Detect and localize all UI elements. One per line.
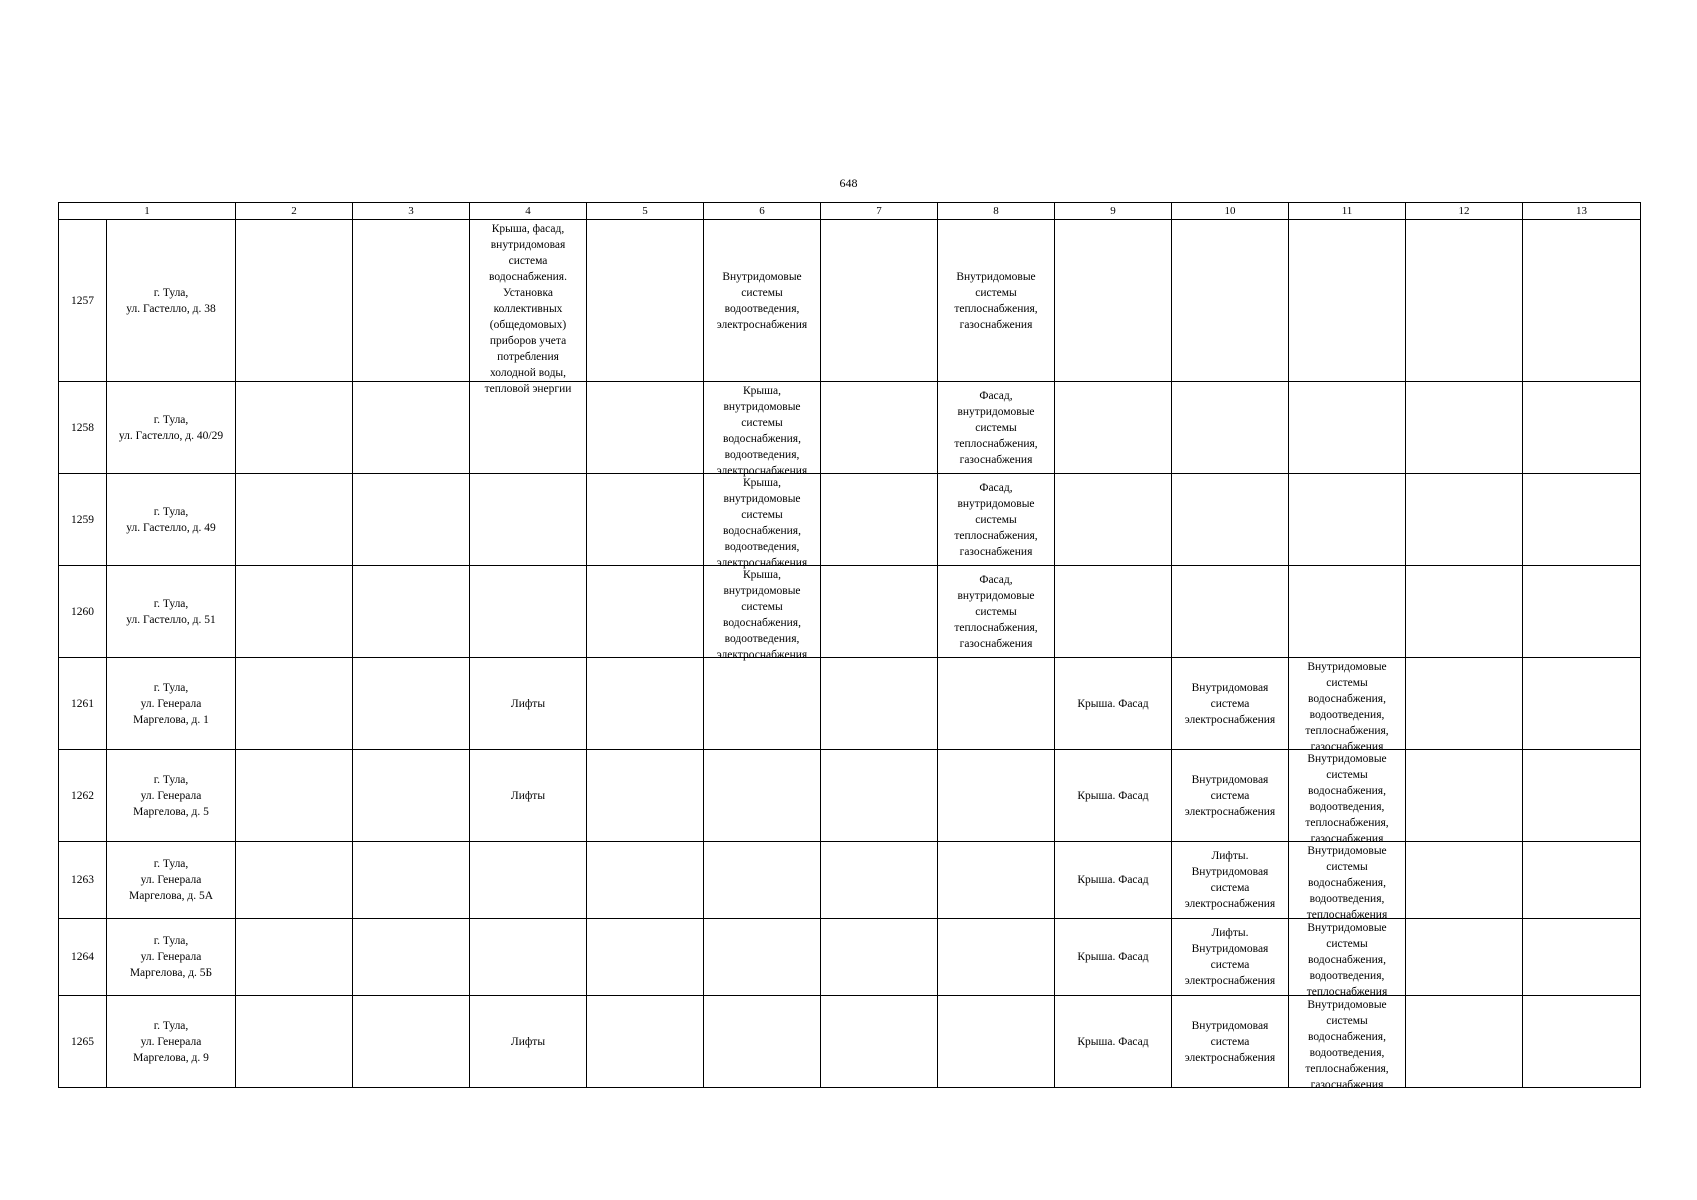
column-header-7: 7: [821, 203, 938, 220]
row-number-cell: [59, 842, 107, 919]
table-row: [59, 658, 1641, 750]
cell-col-4: [470, 919, 587, 996]
cell-col-9: [1055, 382, 1172, 474]
cell-col-13: [1523, 919, 1641, 996]
cell-col-12: [1406, 842, 1523, 919]
address-cell: [107, 842, 236, 919]
cell-text: Крыша, внутридомовые системы водоснабжения, водоотведения, электроснабжения: [716, 476, 808, 569]
address-text: г. Тула, ул. Генерала Маргелова, д. 5Б: [129, 935, 213, 979]
cell-text: Лифты: [510, 1035, 546, 1048]
cell-col-13: [1523, 658, 1641, 750]
cell-col-12: [1406, 220, 1523, 382]
cell-col-5: [587, 220, 704, 382]
table-row: [59, 996, 1641, 1088]
table-row: [59, 566, 1641, 658]
cell-col-12: [1406, 382, 1523, 474]
cell-col-7: [821, 220, 938, 382]
cell-col-11: [1289, 996, 1406, 1091]
cell-text: Крыша, внутридомовые системы водоснабжения, водоотведения, электроснабжения: [716, 384, 808, 477]
cell-col-8: [938, 996, 1055, 1088]
cell-text: Крыша. Фасад: [1077, 1035, 1149, 1048]
cell-col-10: [1172, 474, 1289, 566]
cell-col-8: [938, 919, 1055, 996]
cell-text: Внутридомовые системы водоотведения, электроснабжения: [716, 270, 808, 331]
cell-col-4: [470, 474, 587, 566]
address-cell: [107, 474, 236, 566]
row-number-cell: [59, 220, 107, 382]
cell-col-6: [704, 566, 821, 661]
cell-col-11: [1289, 566, 1406, 658]
cell-text: Внутридомовые системы водоснабжения, водоотведения, теплоснабжения: [1306, 921, 1388, 998]
address-text: г. Тула, ул. Гастелло, д. 40/29: [118, 413, 224, 442]
cell-col-8: [938, 750, 1055, 842]
cell-col-3: [353, 996, 470, 1088]
row-number: 1257: [71, 294, 94, 307]
cell-text: Фасад, внутридомовые системы теплоснабжения, газоснабжения: [954, 573, 1038, 650]
row-number: 1259: [71, 513, 94, 526]
cell-text: Фасад, внутридомовые системы теплоснабжения, газоснабжения: [954, 481, 1038, 558]
cell-col-5: [587, 658, 704, 750]
table-row: [59, 919, 1641, 996]
cell-col-12: [1406, 996, 1523, 1088]
cell-col-4: [470, 842, 587, 919]
cell-col-6: [704, 474, 821, 569]
cell-col-5: [587, 474, 704, 566]
cell-col-12: [1406, 658, 1523, 750]
cell-col-5: [587, 842, 704, 919]
cell-col-2: [236, 750, 353, 842]
column-header-11: 11: [1289, 203, 1406, 220]
cell-col-11: [1289, 919, 1406, 996]
cell-text: Лифты: [510, 789, 546, 802]
cell-text: Лифты. Внутридомовая система электроснабжения: [1184, 927, 1276, 987]
cell-col-6: [704, 750, 821, 842]
cell-col-2: [236, 996, 353, 1088]
address-text: г. Тула, ул. Генерала Маргелова, д. 5А: [128, 858, 214, 902]
cell-col-13: [1523, 474, 1641, 566]
address-text: г. Тула, ул. Гастелло, д. 51: [126, 597, 216, 626]
cell-col-11: [1289, 750, 1406, 845]
cell-col-3: [353, 842, 470, 919]
cell-col-13: [1523, 842, 1641, 919]
cell-col-9: [1055, 919, 1172, 996]
cell-col-5: [587, 996, 704, 1088]
column-header-12: 12: [1406, 203, 1523, 220]
cell-text: Лифты: [510, 697, 546, 710]
cell-col-11: [1289, 382, 1406, 474]
cell-col-6: [704, 919, 821, 996]
column-header-4: 4: [470, 203, 587, 220]
cell-col-10: [1172, 382, 1289, 474]
cell-col-11: [1289, 474, 1406, 566]
cell-col-10: [1172, 842, 1289, 919]
column-header-13: 13: [1523, 203, 1641, 220]
cell-text: Крыша. Фасад: [1077, 697, 1149, 710]
address-text: г. Тула, ул. Генерала Маргелова, д. 1: [133, 681, 209, 726]
cell-col-3: [353, 658, 470, 750]
capital-repair-table: [58, 202, 1641, 1091]
cell-col-6: [704, 220, 821, 382]
cell-col-9: [1055, 658, 1172, 750]
cell-col-10: [1172, 658, 1289, 750]
row-number: 1263: [71, 874, 94, 886]
cell-text: Крыша, фасад, внутридомовая система водоснабжения. Установка коллективных (общедомовых) приборов учета потребления холодной воды, тепловой энергии: [484, 222, 572, 395]
address-text: г. Тула, ул. Генерала Маргелова, д. 9: [133, 1019, 209, 1064]
row-number-cell: [59, 750, 107, 842]
cell-col-5: [587, 566, 704, 658]
cell-col-3: [353, 220, 470, 382]
cell-col-13: [1523, 996, 1641, 1088]
cell-col-10: [1172, 750, 1289, 842]
cell-text: Внутридомовые системы водоснабжения, водоотведения, теплоснабжения: [1306, 844, 1388, 921]
cell-col-8: [938, 220, 1055, 382]
cell-col-7: [821, 842, 938, 919]
row-number: 1262: [71, 789, 94, 802]
address-text: г. Тула, ул. Гастелло, д. 38: [126, 286, 216, 315]
address-cell: [107, 658, 236, 750]
cell-col-12: [1406, 919, 1523, 996]
cell-col-13: [1523, 750, 1641, 842]
address-cell: [107, 750, 236, 842]
cell-text: Крыша. Фасад: [1077, 951, 1149, 963]
address-cell: [107, 919, 236, 996]
row-number: 1258: [71, 421, 94, 434]
cell-col-13: [1523, 566, 1641, 658]
cell-text: Внутридомовая система электроснабжения: [1184, 1019, 1276, 1064]
cell-col-6: [704, 658, 821, 750]
cell-col-13: [1523, 382, 1641, 474]
address-cell: [107, 996, 236, 1088]
cell-col-8: [938, 566, 1055, 658]
table-row: [59, 842, 1641, 919]
cell-text: Внутридомовые системы водоснабжения, водоотведения, теплоснабжения, газоснабжения: [1305, 660, 1389, 753]
cell-col-10: [1172, 220, 1289, 382]
cell-col-6: [704, 842, 821, 919]
table-row: [59, 474, 1641, 566]
page-number: 648: [839, 176, 858, 190]
cell-col-3: [353, 566, 470, 658]
address-text: г. Тула, ул. Гастелло, д. 49: [126, 505, 216, 534]
cell-text: Лифты. Внутридомовая система электроснабжения: [1184, 850, 1276, 910]
cell-col-7: [821, 658, 938, 750]
column-header-5: 5: [587, 203, 704, 220]
row-number-cell: [59, 566, 107, 658]
cell-col-9: [1055, 842, 1172, 919]
table-row: [59, 220, 1641, 382]
cell-col-6: [704, 382, 821, 477]
cell-col-8: [938, 474, 1055, 566]
cell-col-12: [1406, 474, 1523, 566]
cell-col-6: [704, 996, 821, 1088]
cell-col-7: [821, 566, 938, 658]
cell-col-2: [236, 658, 353, 750]
cell-text: Внутридомовые системы водоснабжения, водоотведения, теплоснабжения, газоснабжения: [1305, 752, 1389, 845]
cell-col-4: [470, 566, 587, 658]
cell-col-2: [236, 842, 353, 919]
cell-col-4: [470, 996, 587, 1088]
address-text: г. Тула, ул. Генерала Маргелова, д. 5: [133, 773, 209, 818]
cell-col-12: [1406, 750, 1523, 842]
cell-col-3: [353, 474, 470, 566]
cell-col-3: [353, 750, 470, 842]
column-header-3: 3: [353, 203, 470, 220]
column-header-9: 9: [1055, 203, 1172, 220]
cell-col-2: [236, 382, 353, 474]
address-cell: [107, 566, 236, 658]
column-header-1: 1: [59, 203, 236, 220]
cell-text: Внутридомовая система электроснабжения: [1184, 773, 1276, 818]
cell-col-7: [821, 919, 938, 996]
cell-col-10: [1172, 996, 1289, 1088]
cell-text: Внутридомовая система электроснабжения: [1184, 681, 1276, 726]
row-number: 1264: [71, 951, 94, 963]
address-cell: [107, 220, 236, 382]
cell-text: Крыша. Фасад: [1077, 874, 1149, 886]
column-header-10: 10: [1172, 203, 1289, 220]
cell-col-8: [938, 382, 1055, 474]
header-row: [59, 203, 1641, 220]
table-row: [59, 382, 1641, 474]
cell-col-8: [938, 658, 1055, 750]
row-number-cell: [59, 658, 107, 750]
cell-col-5: [587, 750, 704, 842]
cell-col-9: [1055, 996, 1172, 1088]
cell-col-2: [236, 474, 353, 566]
cell-col-5: [587, 919, 704, 996]
cell-col-7: [821, 996, 938, 1088]
cell-text: Внутридомовые системы водоснабжения, водоотведения, теплоснабжения, газоснабжения: [1305, 998, 1389, 1091]
cell-col-7: [821, 474, 938, 566]
cell-col-2: [236, 220, 353, 382]
cell-col-4: [470, 220, 587, 395]
row-number-cell: [59, 474, 107, 566]
cell-col-9: [1055, 566, 1172, 658]
cell-text: Фасад, внутридомовые системы теплоснабжения, газоснабжения: [954, 389, 1038, 466]
cell-col-2: [236, 919, 353, 996]
row-number-cell: [59, 996, 107, 1088]
row-number-cell: [59, 919, 107, 996]
cell-text: Крыша, внутридомовые системы водоснабжения, водоотведения, электроснабжения: [716, 568, 808, 661]
cell-col-4: [470, 750, 587, 842]
cell-col-7: [821, 750, 938, 842]
cell-col-9: [1055, 220, 1172, 382]
cell-text: Крыша. Фасад: [1077, 789, 1149, 802]
address-cell: [107, 382, 236, 474]
column-header-2: 2: [236, 203, 353, 220]
cell-col-11: [1289, 658, 1406, 753]
cell-col-8: [938, 842, 1055, 919]
cell-col-9: [1055, 750, 1172, 842]
cell-col-3: [353, 919, 470, 996]
row-number: 1265: [71, 1035, 94, 1048]
column-header-8: 8: [938, 203, 1055, 220]
row-number-cell: [59, 382, 107, 474]
cell-text: Внутридомовые системы теплоснабжения, газоснабжения: [954, 270, 1038, 331]
cell-col-13: [1523, 220, 1641, 382]
cell-col-5: [587, 382, 704, 474]
cell-col-10: [1172, 566, 1289, 658]
row-number: 1260: [71, 605, 94, 618]
table-row: [59, 750, 1641, 842]
cell-col-4: [470, 658, 587, 750]
cell-col-12: [1406, 566, 1523, 658]
cell-col-7: [821, 382, 938, 474]
row-number: 1261: [71, 697, 94, 710]
cell-col-9: [1055, 474, 1172, 566]
cell-col-10: [1172, 919, 1289, 996]
cell-col-11: [1289, 220, 1406, 382]
column-header-6: 6: [704, 203, 821, 220]
cell-col-2: [236, 566, 353, 658]
cell-col-11: [1289, 842, 1406, 919]
cell-col-3: [353, 382, 470, 474]
